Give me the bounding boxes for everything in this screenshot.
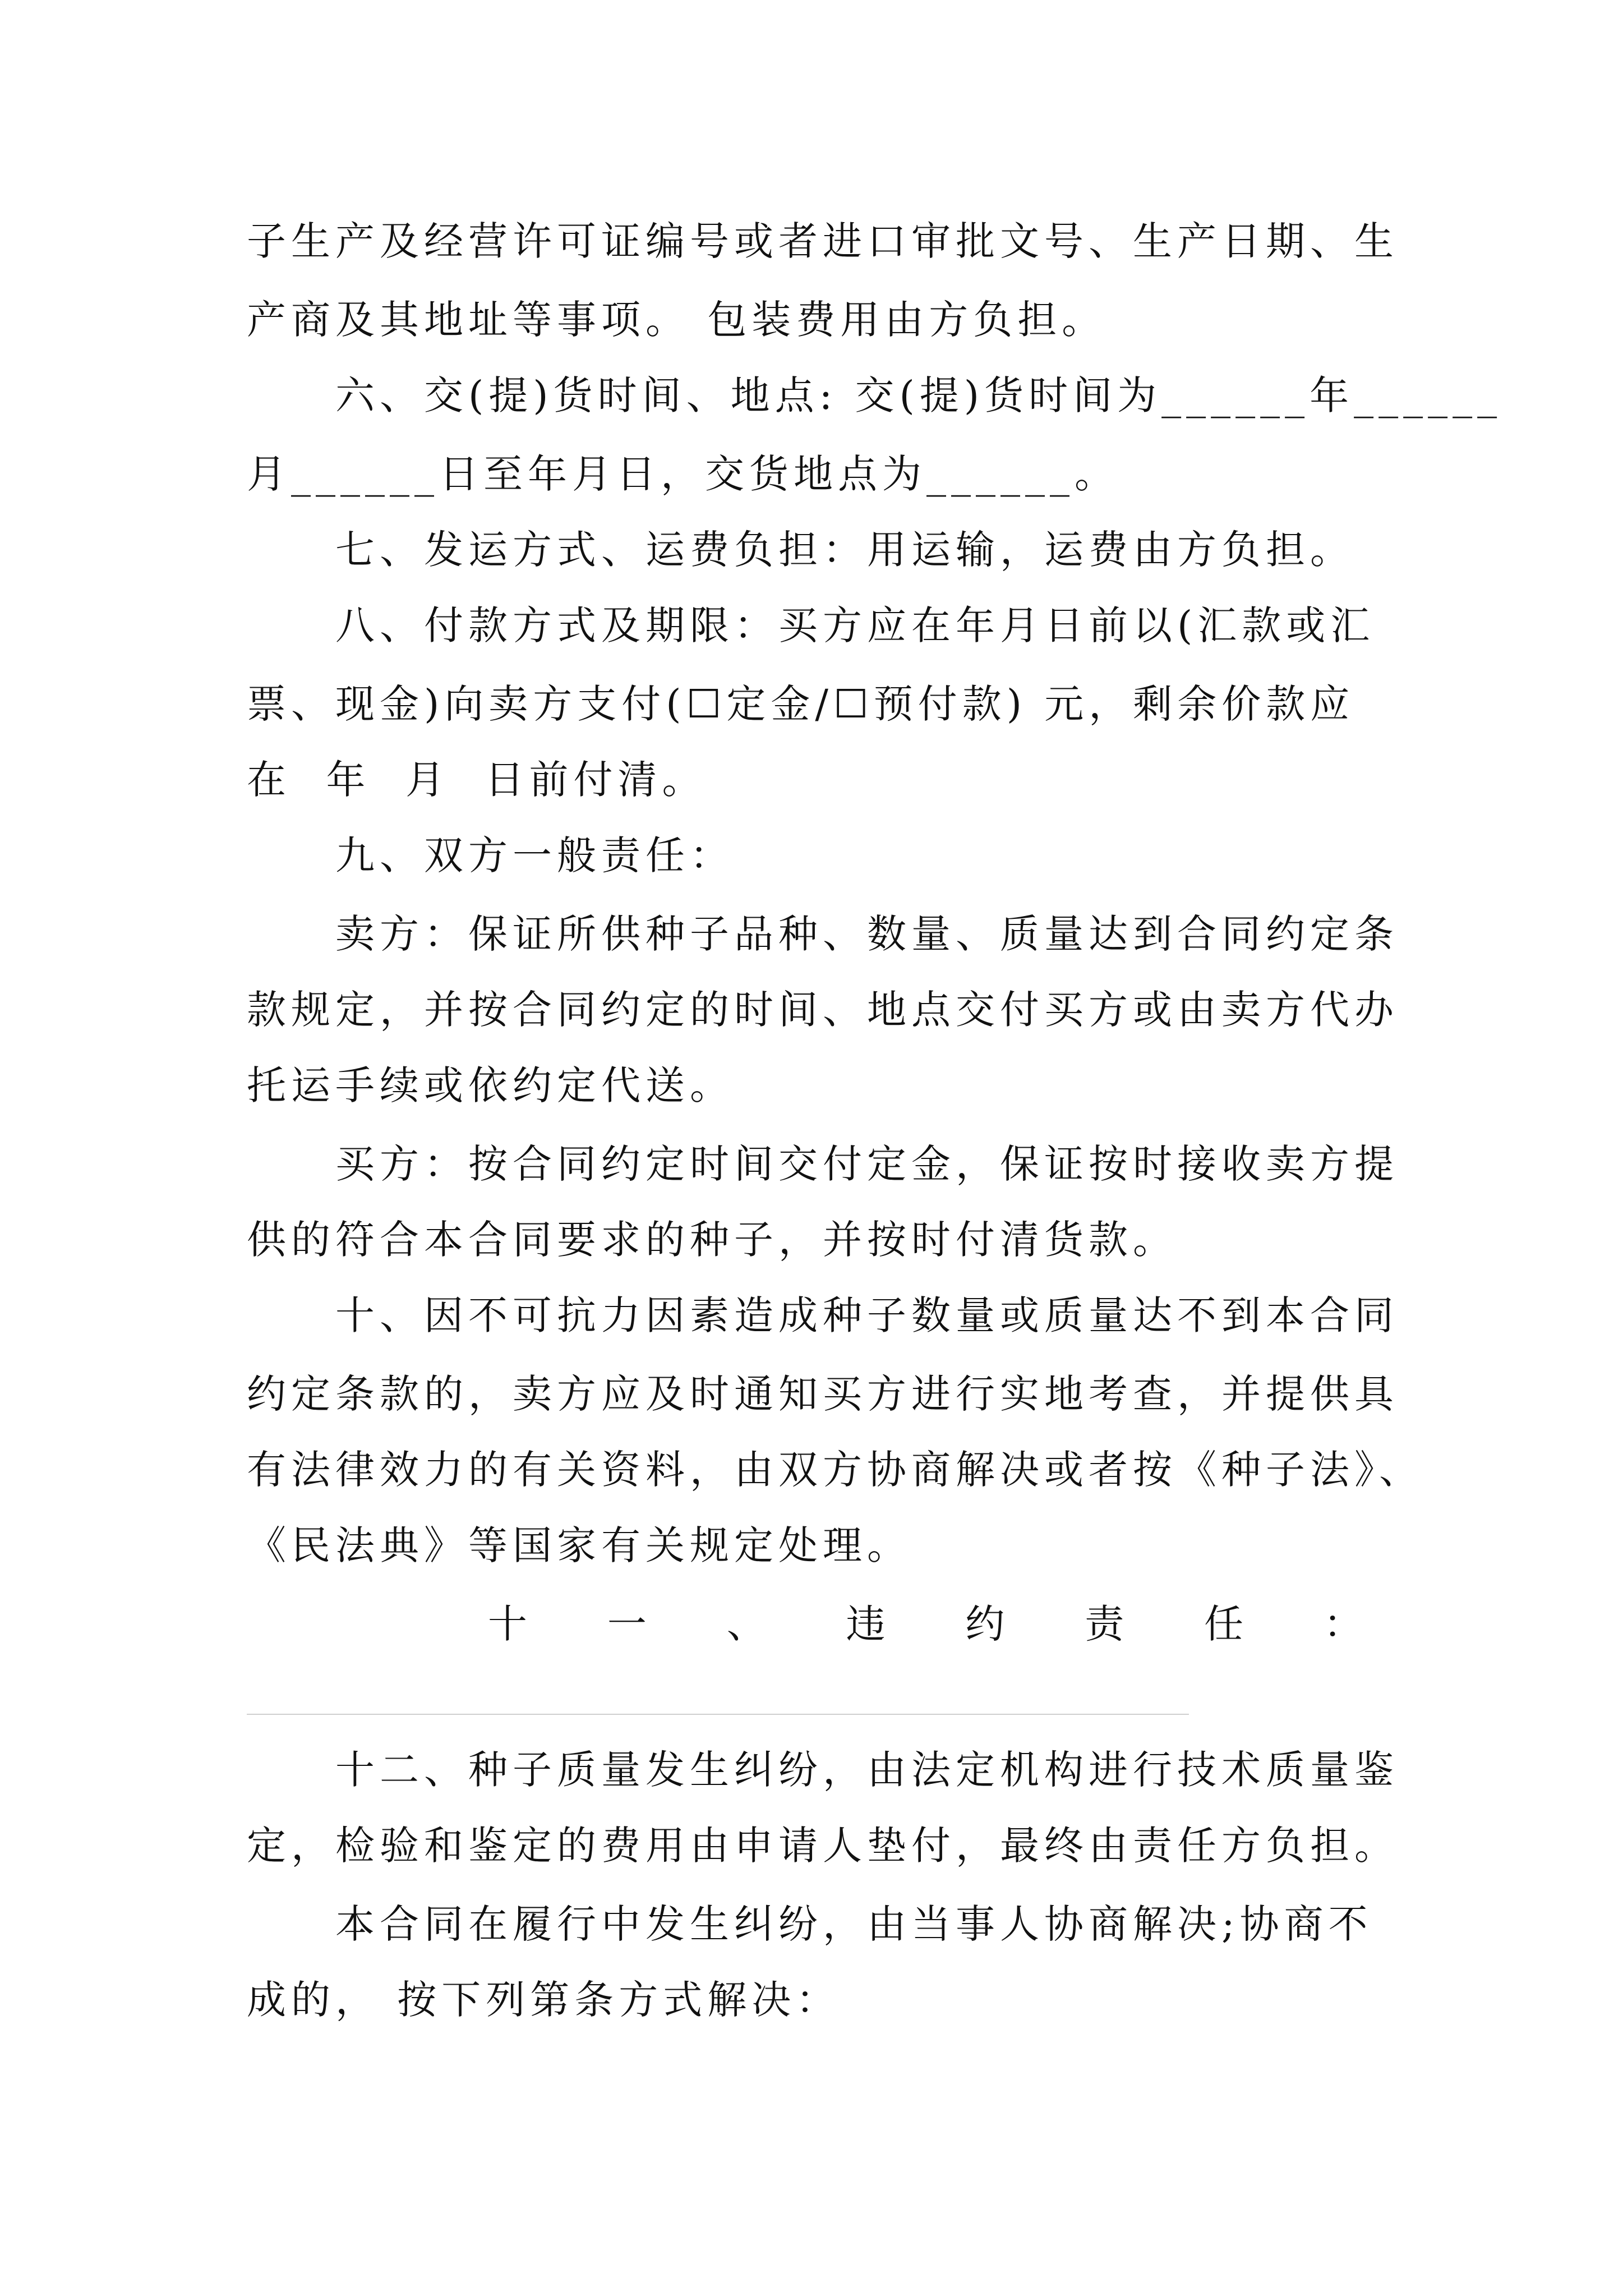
heading-char: 任 xyxy=(1204,1601,1244,1647)
paragraph-line: 六、交(提)货时间、地点: 交(提)货时间为______年______ xyxy=(335,372,1502,418)
paragraph-line: 卖方：保证所供种子品种、数量、质量达到合同约定条 xyxy=(335,911,1399,957)
horizontal-rule xyxy=(247,1714,1189,1715)
paragraph-line: 在 年 月 日前付清。 xyxy=(247,757,707,803)
heading-char: 十 xyxy=(488,1601,527,1647)
section-heading-11 xyxy=(488,1599,1363,1649)
paragraph-line: 七、发运方式、运费负担：用运输，运费由方负担。 xyxy=(335,527,1354,573)
paragraph-line: 票、现金)向卖方支付(☐定金/☐预付款) 元，剩余价款应 xyxy=(247,681,1355,727)
paragraph-line: 买方：按合同约定时间交付定金，保证按时接收卖方提 xyxy=(335,1141,1399,1187)
paragraph-line: 成的， 按下列第条方式解决： xyxy=(247,1977,841,2023)
heading-char: ： xyxy=(1323,1601,1363,1647)
heading-char: 违 xyxy=(846,1601,886,1647)
paragraph-line: 月______日至年月日，交货地点为______。 xyxy=(247,451,1119,497)
heading-char: 一 xyxy=(607,1601,647,1647)
heading-char: 约 xyxy=(965,1601,1005,1647)
paragraph-line: 托运手续或依约定代送。 xyxy=(247,1062,734,1108)
paragraph-line: 本合同在履行中发生纠纷，由当事人协商解决;协商不 xyxy=(335,1901,1373,1947)
heading-char: 责 xyxy=(1085,1601,1124,1647)
paragraph-line: 定，检验和鉴定的费用由申请人垫付，最终由责任方负担。 xyxy=(247,1823,1399,1869)
paragraph-line: 八、付款方式及期限：买方应在年月日前以(汇款或汇 xyxy=(335,602,1375,648)
paragraph-line: 十、因不可抗力因素造成种子数量或质量达不到本合同 xyxy=(335,1292,1399,1338)
paragraph-line: 供的符合本合同要求的种子，并按时付清货款。 xyxy=(247,1217,1177,1263)
paragraph-line: 《民法典》等国家有关规定处理。 xyxy=(247,1522,911,1568)
paragraph-line: 十二、种子质量发生纠纷，由法定机构进行技术质量鉴 xyxy=(335,1747,1399,1793)
paragraph-line: 子生产及经营许可证编号或者进口审批文号、生产日期、生 xyxy=(247,218,1399,264)
paragraph-line: 有法律效力的有关资料，由双方协商解决或者按《种子法》、 xyxy=(247,1447,1423,1493)
paragraph-line: 产商及其地址等事项。 包装费用由方负担。 xyxy=(247,297,1106,343)
paragraph-line: 九、双方一般责任： xyxy=(335,832,734,878)
paragraph-line: 款规定，并按合同约定的时间、地点交付买方或由卖方代办 xyxy=(247,987,1399,1033)
heading-char: 、 xyxy=(726,1601,766,1647)
paragraph-line: 约定条款的，卖方应及时通知买方进行实地考查，并提供具 xyxy=(247,1371,1399,1417)
